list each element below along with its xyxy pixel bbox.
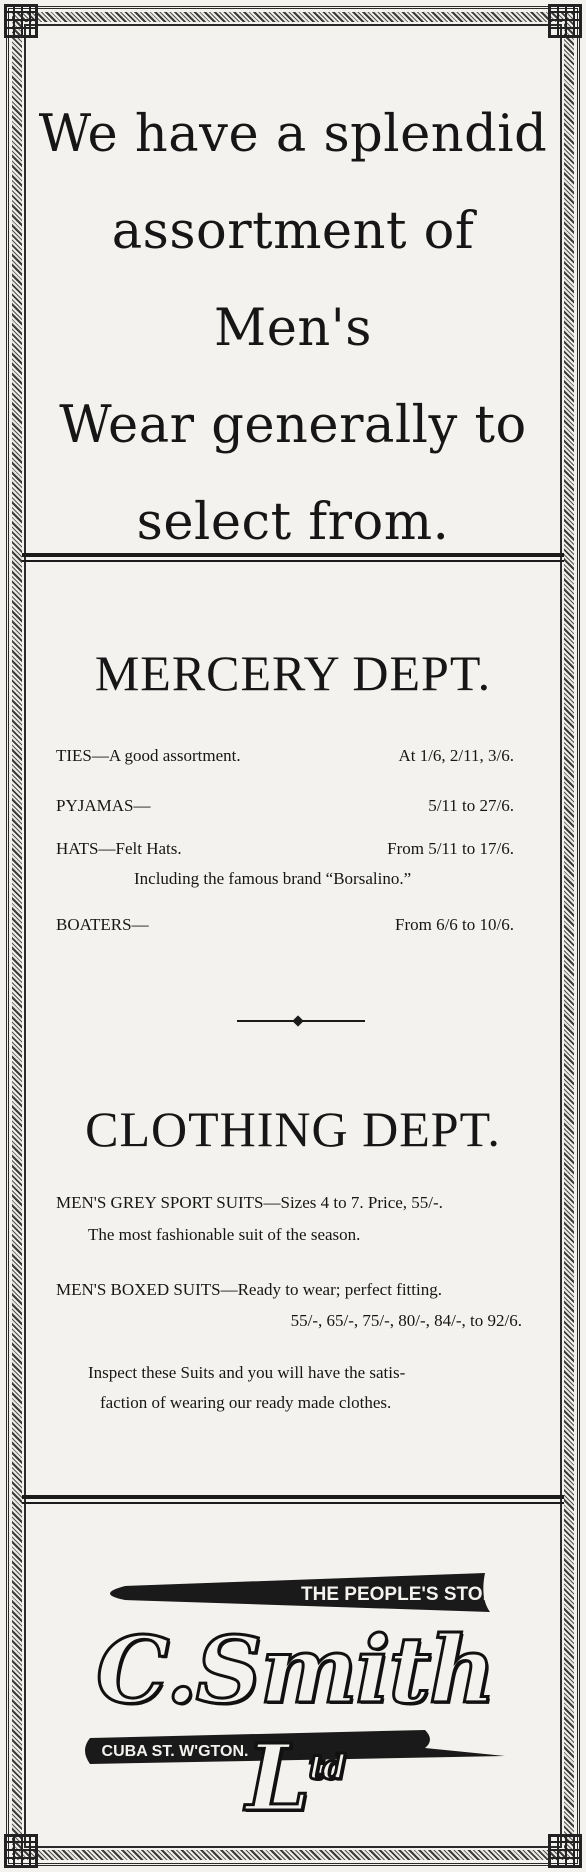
boxed-suits-line: MEN'S BOXED SUITS—Ready to wear; perfect fitting. [56,1280,442,1299]
corner-ornament-icon [4,1834,38,1868]
corner-ornament-icon [548,1834,582,1868]
corner-ornament-icon [548,4,582,38]
intro-line: Wear generally to [59,396,527,455]
hats-price: From 5/11 to 17/6. [387,839,514,858]
brand-main: C.Smith L [96,1616,494,1832]
section-rule [22,1495,564,1504]
clothing-dept-title: CLOTHING DEPT. [85,1101,501,1157]
ties-label: TIES—A good assortment. [56,746,241,765]
intro-line: select from. [136,493,450,552]
top-banner-text: THE PEOPLE'S STORE [301,1584,505,1605]
boaters-price: From 6/6 to 10/6. [394,915,514,934]
boxed-suits-prices: 55/-, 65/-, 75/-, 80/-, 84/-, to 92/6. [290,1311,522,1330]
brand-name [85,1616,505,1832]
boaters-label: BOATERS— [56,915,149,934]
store-logo [85,1568,505,1832]
intro-line: We have a splendid [38,105,548,164]
hats-label: HATS—Felt Hats. [56,839,182,858]
brand-suffix: td [308,1747,345,1788]
ties-price: At 1/6, 2/11, 3/6. [398,746,514,765]
intro-line: assortment of Men's [111,202,475,358]
borsalino-note: Including the famous brand “Borsalino.” [134,869,412,888]
grey-suits-line: MEN'S GREY SPORT SUITS—Sizes 4 to 7. Price, 55/-. [56,1193,443,1212]
pyjamas-price: 5/11 to 27/6. [428,796,514,815]
inspect-line: faction of wearing our ready made clothes. [100,1393,392,1412]
inspect-line: Inspect these Suits and you will have the satis- [88,1363,406,1382]
section-rule [22,553,564,562]
pyjamas-label: PYJAMAS— [56,796,151,815]
grey-suits-detail: The most fashionable suit of the season. [88,1225,361,1244]
intro-headline [30,86,556,571]
mercery-dept-title: MERCERY DEPT. [94,645,492,701]
corner-ornament-icon [4,4,38,38]
bottom-banner-text: CUBA ST. W'GTON. [101,1743,249,1760]
